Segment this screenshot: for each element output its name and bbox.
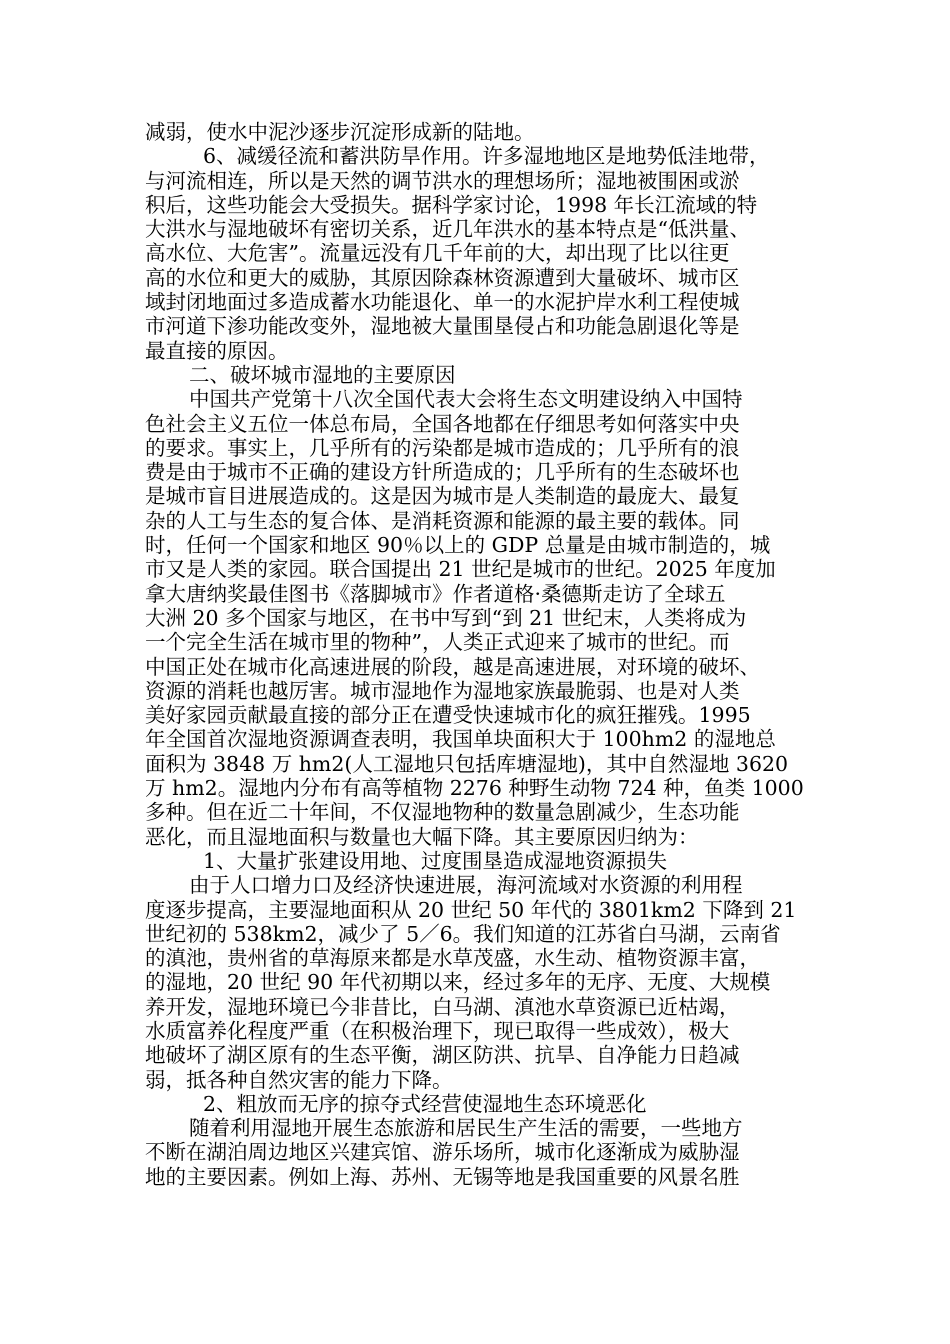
text-line: 多种。但在近二十年间，不仅湿地物种的数量急剧减少，生态功能: [145, 800, 740, 825]
text-line: 高水位、大危害”。流量远没有几千年前的大，却出现了比以往更: [145, 241, 730, 266]
text-line: 水质富养化程度严重（在积极治理下，现已取得一些成效），极大: [145, 1018, 730, 1043]
text-line: 6、减缓径流和蓄洪防旱作用。许多湿地地区是地势低洼地带，: [203, 144, 770, 169]
text-line: 二、破坏城市湿地的主要原因: [189, 362, 456, 387]
text-line: 积后，这些功能会大受损失。据科学家讨论，1998 年长江流域的特: [145, 192, 758, 217]
text-line: 减弱，使水中泥沙逐步沉淀形成新的陆地。: [145, 120, 535, 144]
text-line: 时，任何一个国家和地区 90％以上的 GDP 总量是由城市制造的，城: [145, 533, 771, 558]
text-line: 地的主要因素。例如上海、苏州、无锡等地是我国重要的风景名胜: [145, 1164, 740, 1189]
text-line: 度逐步提高，主要湿地面积从 20 世纪 50 年代的 3801km2 下降到 21: [145, 897, 797, 922]
text-line: 费是由于城市不正确的建设方针所造成的；几乎所有的生态破坏也: [145, 460, 740, 485]
text-line: 的湿地，20 世纪 90 年代初期以来，经过多年的无序、无度、大规模: [145, 970, 771, 995]
text-line: 高的水位和更大的威胁，其原因除森林资源遭到大量破坏、城市区: [145, 265, 740, 290]
text-line: 域封闭地面过多造成蓄水功能退化、单一的水泥护岸水利工程使城: [145, 290, 740, 315]
text-line: 恶化，而且湿地面积与数量也大幅下降。其主要原因归纳为：: [145, 824, 699, 849]
text-line: 万 hm2。湿地内分布有高等植物 2276 种野生动物 724 种，鱼类 1000: [145, 776, 804, 801]
text-line: 最直接的原因。: [145, 338, 289, 363]
text-line: 1、大量扩张建设用地、过度围垦造成湿地资源损失: [203, 848, 668, 873]
text-line: 市又是人类的家园。联合国提出 21 世纪是城市的世纪。2025 年度加: [145, 557, 776, 582]
text-line: 色社会主义五位一体总布局，全国各地都在仔细思考如何落实中央: [145, 411, 740, 436]
text-line: 养开发，湿地环境已今非昔比，白马湖、滇池水草资源已近枯竭，: [145, 994, 740, 1019]
text-line: 年全国首次湿地资源调查表明，我国单块面积大于 100hm2 的湿地总: [145, 727, 776, 752]
text-line: 中国正处在城市化高速进展的阶段，越是高速进展，对环境的破坏、: [145, 654, 760, 679]
text-line: 2、粗放而无序的掠夺式经营使湿地生态环境恶化: [203, 1091, 647, 1116]
text-line: 弱，抵各种自然灾害的能力下降。: [145, 1067, 453, 1092]
text-line: 一个完全生活在城市里的物种”，人类正式迎来了城市的世纪。而: [145, 630, 730, 655]
text-line: 大洲 20 多个国家与地区，在书中写到“到 21 世纪末，人类将成为: [145, 605, 747, 630]
text-line: 中国共产党第十八次全国代表大会将生态文明建设纳入中国特: [189, 387, 743, 412]
text-line: 的滇池，贵州省的草海原来都是水草茂盛，水生动、植物资源丰富，: [145, 946, 760, 971]
text-line: 美好家园贡献最直接的部分正在遭受快速城市化的疯狂摧残。1995: [145, 703, 751, 728]
text-line: 与河流相连，所以是天然的调节洪水的理想场所；湿地被围困或淤: [145, 168, 740, 193]
text-line: 地破坏了湖区原有的生态平衡，湖区防洪、抗旱、自净能力日趋减: [145, 1043, 740, 1068]
text-line: 大洪水与湿地破坏有密切关系，近几年洪水的基本特点是“低洪量、: [145, 217, 750, 242]
text-line: 世纪初的 538km2，减少了 5／6。我们知道的江苏省白马湖，云南省: [145, 921, 781, 946]
text-line: 随着利用湿地开展生态旅游和居民生产生活的需要，一些地方: [189, 1116, 743, 1141]
text-line: 资源的消耗也越厉害。城市湿地作为湿地家族最脆弱、也是对人类: [145, 678, 740, 703]
text-line: 市河道下渗功能改变外，湿地被大量围垦侵占和功能急剧退化等是: [145, 314, 740, 339]
text-line: 由于人口增力口及经济快速进展，海河流域对水资源的利用程: [189, 873, 743, 898]
text-line: 面积为 3848 万 hm2(人工湿地只包括库塘湿地)，其中自然湿地 3620: [145, 751, 789, 776]
text-line: 是城市盲目进展造成的。这是因为城市是人类制造的最庞大、最复: [145, 484, 740, 509]
text-line: 不断在湖泊周边地区兴建宾馆、游乐场所，城市化逐渐成为威胁湿: [145, 1140, 740, 1165]
text-line: 杂的人工与生态的复合体、是消耗资源和能源的最主要的载体。同: [145, 508, 740, 533]
document-body: [145, 120, 805, 1189]
text-line: 的要求。事实上，几乎所有的污染都是城市造成的；几乎所有的浪: [145, 435, 740, 460]
text-line: 拿大唐纳奖最佳图书《落脚城市》作者道格·桑德斯走访了全球五: [145, 581, 726, 606]
